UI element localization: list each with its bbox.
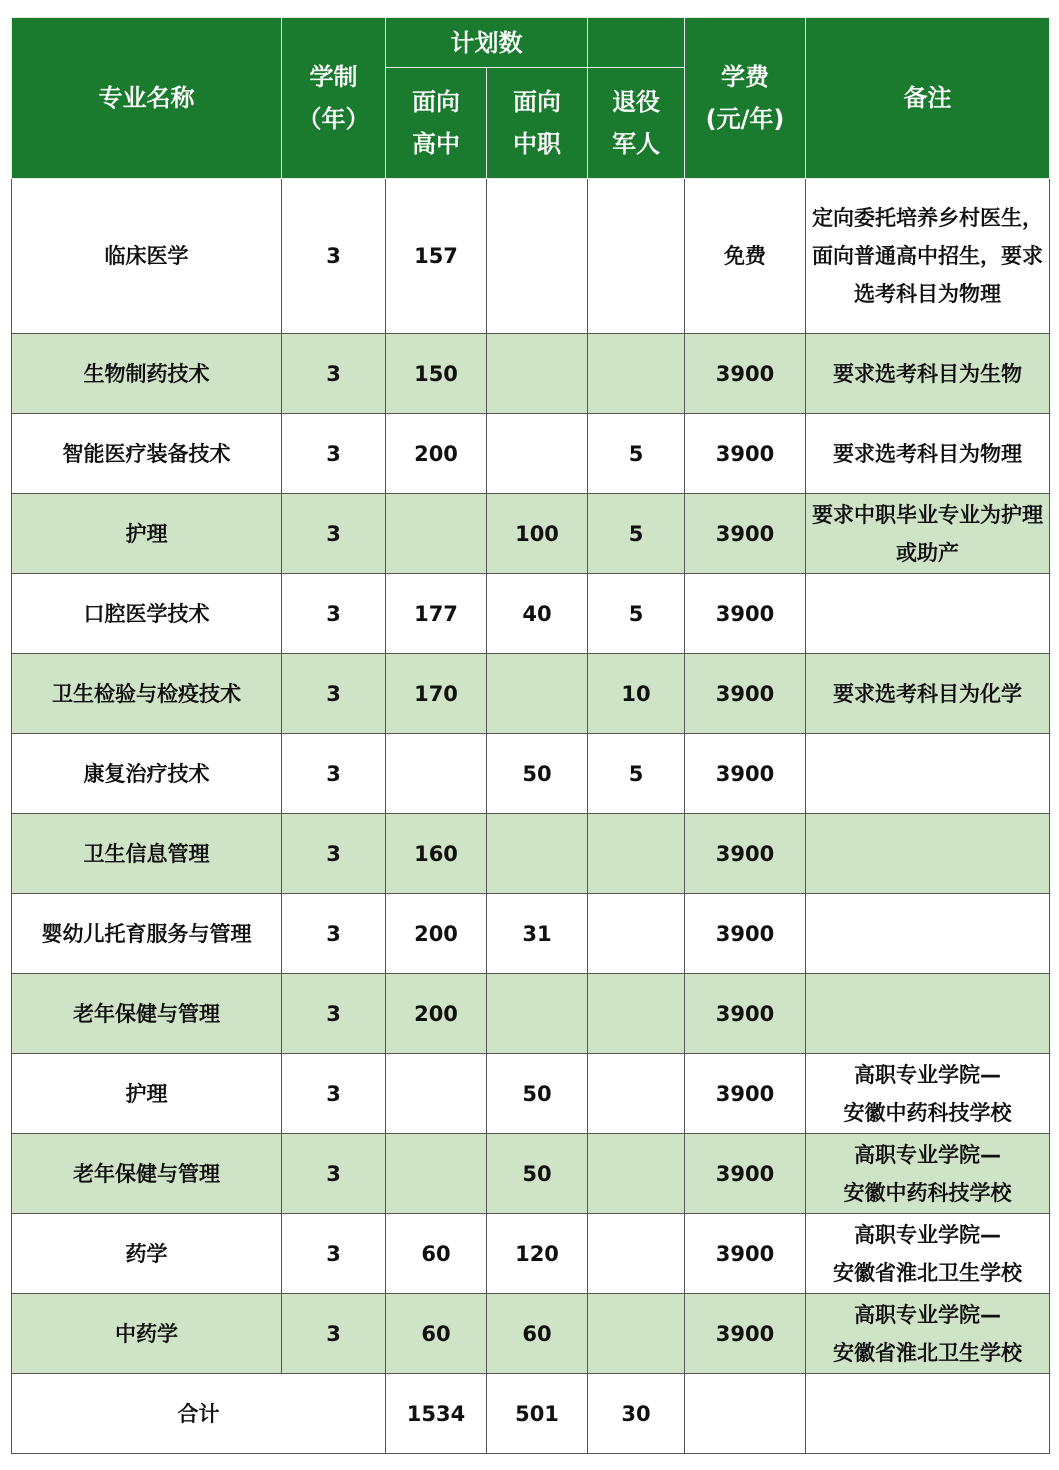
cell-vocational: 120 bbox=[487, 1214, 588, 1294]
cell-high-school bbox=[386, 1134, 487, 1214]
cell-high-school bbox=[386, 1054, 487, 1134]
header-veteran: 退役 军人 bbox=[588, 68, 685, 179]
cell-major: 临床医学 bbox=[12, 179, 282, 334]
cell-major: 婴幼儿托育服务与管理 bbox=[12, 894, 282, 974]
cell-notes: 要求选考科目为生物 bbox=[806, 334, 1050, 414]
table-row bbox=[12, 414, 1050, 494]
cell-tuition: 免费 bbox=[685, 179, 806, 334]
cell-veteran bbox=[588, 1294, 685, 1374]
cell-years: 3 bbox=[282, 1134, 386, 1214]
cell-years: 3 bbox=[282, 334, 386, 414]
cell-high-school: 177 bbox=[386, 574, 487, 654]
cell-vocational: 100 bbox=[487, 494, 588, 574]
cell-major: 老年保健与管理 bbox=[12, 1134, 282, 1214]
table-row bbox=[12, 1134, 1050, 1214]
cell-major: 药学 bbox=[12, 1214, 282, 1294]
cell-notes: 要求选考科目为物理 bbox=[806, 414, 1050, 494]
cell-tuition: 3900 bbox=[685, 574, 806, 654]
total-row bbox=[12, 1374, 1050, 1454]
cell-high-school: 60 bbox=[386, 1294, 487, 1374]
cell-notes bbox=[806, 974, 1050, 1054]
cell-notes: 要求中职毕业专业为护理或助产 bbox=[806, 494, 1050, 574]
enrollment-plan-table bbox=[11, 17, 1050, 1454]
table-row bbox=[12, 334, 1050, 414]
header-vocational: 面向 中职 bbox=[487, 68, 588, 179]
cell-veteran bbox=[588, 1214, 685, 1294]
header-major: 专业名称 bbox=[12, 18, 282, 179]
header-tuition: 学费 (元/年) bbox=[685, 18, 806, 179]
cell-vocational bbox=[487, 974, 588, 1054]
header-notes: 备注 bbox=[806, 18, 1050, 179]
table-row bbox=[12, 1214, 1050, 1294]
table-row bbox=[12, 894, 1050, 974]
cell-notes: 高职专业学院— 安徽省淮北卫生学校 bbox=[806, 1294, 1050, 1374]
table-row bbox=[12, 1294, 1050, 1374]
cell-notes: 高职专业学院— 安徽中药科技学校 bbox=[806, 1054, 1050, 1134]
header-years: 学制 （年） bbox=[282, 18, 386, 179]
total-notes bbox=[806, 1374, 1050, 1454]
cell-vocational: 40 bbox=[487, 574, 588, 654]
table-row bbox=[12, 1054, 1050, 1134]
cell-veteran bbox=[588, 894, 685, 974]
header-plan: 计划数 bbox=[386, 18, 588, 68]
cell-major: 护理 bbox=[12, 494, 282, 574]
cell-high-school bbox=[386, 734, 487, 814]
cell-years: 3 bbox=[282, 894, 386, 974]
cell-notes: 高职专业学院— 安徽中药科技学校 bbox=[806, 1134, 1050, 1214]
table-row bbox=[12, 654, 1050, 734]
table-body bbox=[12, 179, 1050, 1454]
table-row bbox=[12, 179, 1050, 334]
cell-major: 生物制药技术 bbox=[12, 334, 282, 414]
cell-years: 3 bbox=[282, 1214, 386, 1294]
total-vocational: 501 bbox=[487, 1374, 588, 1454]
cell-years: 3 bbox=[282, 494, 386, 574]
cell-high-school: 200 bbox=[386, 414, 487, 494]
cell-veteran bbox=[588, 974, 685, 1054]
cell-high-school: 200 bbox=[386, 894, 487, 974]
cell-notes: 要求选考科目为化学 bbox=[806, 654, 1050, 734]
cell-tuition: 3900 bbox=[685, 654, 806, 734]
cell-notes: 定向委托培养乡村医生，面向普通高中招生，要求选考科目为物理 bbox=[806, 179, 1050, 334]
cell-tuition: 3900 bbox=[685, 894, 806, 974]
cell-vocational: 50 bbox=[487, 734, 588, 814]
table-row bbox=[12, 814, 1050, 894]
header-row bbox=[12, 18, 1050, 68]
cell-major: 老年保健与管理 bbox=[12, 974, 282, 1054]
cell-high-school: 60 bbox=[386, 1214, 487, 1294]
cell-tuition: 3900 bbox=[685, 974, 806, 1054]
cell-tuition: 3900 bbox=[685, 1294, 806, 1374]
cell-years: 3 bbox=[282, 1054, 386, 1134]
cell-major: 卫生信息管理 bbox=[12, 814, 282, 894]
cell-years: 3 bbox=[282, 974, 386, 1054]
cell-years: 3 bbox=[282, 734, 386, 814]
total-label: 合计 bbox=[12, 1374, 386, 1454]
cell-veteran: 10 bbox=[588, 654, 685, 734]
cell-veteran: 5 bbox=[588, 574, 685, 654]
cell-years: 3 bbox=[282, 414, 386, 494]
cell-vocational bbox=[487, 414, 588, 494]
cell-years: 3 bbox=[282, 654, 386, 734]
cell-vocational: 50 bbox=[487, 1134, 588, 1214]
cell-veteran bbox=[588, 334, 685, 414]
cell-major: 康复治疗技术 bbox=[12, 734, 282, 814]
cell-high-school bbox=[386, 494, 487, 574]
cell-high-school: 150 bbox=[386, 334, 487, 414]
cell-tuition: 3900 bbox=[685, 814, 806, 894]
cell-years: 3 bbox=[282, 1294, 386, 1374]
cell-major: 中药学 bbox=[12, 1294, 282, 1374]
cell-years: 3 bbox=[282, 574, 386, 654]
cell-veteran bbox=[588, 814, 685, 894]
cell-veteran bbox=[588, 179, 685, 334]
cell-tuition: 3900 bbox=[685, 1214, 806, 1294]
cell-years: 3 bbox=[282, 814, 386, 894]
cell-tuition: 3900 bbox=[685, 734, 806, 814]
cell-vocational bbox=[487, 814, 588, 894]
cell-vocational bbox=[487, 654, 588, 734]
cell-veteran: 5 bbox=[588, 494, 685, 574]
cell-tuition: 3900 bbox=[685, 1134, 806, 1214]
cell-high-school: 160 bbox=[386, 814, 487, 894]
cell-major: 护理 bbox=[12, 1054, 282, 1134]
cell-veteran: 5 bbox=[588, 734, 685, 814]
cell-high-school: 170 bbox=[386, 654, 487, 734]
cell-notes bbox=[806, 894, 1050, 974]
cell-tuition: 3900 bbox=[685, 414, 806, 494]
cell-major: 智能医疗装备技术 bbox=[12, 414, 282, 494]
cell-veteran bbox=[588, 1134, 685, 1214]
cell-tuition: 3900 bbox=[685, 334, 806, 414]
cell-notes bbox=[806, 574, 1050, 654]
cell-years: 3 bbox=[282, 179, 386, 334]
cell-major: 卫生检验与检疫技术 bbox=[12, 654, 282, 734]
total-veteran: 30 bbox=[588, 1374, 685, 1454]
header-high-school: 面向 高中 bbox=[386, 68, 487, 179]
cell-high-school: 157 bbox=[386, 179, 487, 334]
cell-vocational: 60 bbox=[487, 1294, 588, 1374]
table-row bbox=[12, 734, 1050, 814]
cell-notes: 高职专业学院— 安徽省淮北卫生学校 bbox=[806, 1214, 1050, 1294]
table-row bbox=[12, 974, 1050, 1054]
cell-high-school: 200 bbox=[386, 974, 487, 1054]
cell-vocational: 50 bbox=[487, 1054, 588, 1134]
cell-veteran: 5 bbox=[588, 414, 685, 494]
table-row bbox=[12, 574, 1050, 654]
cell-veteran bbox=[588, 1054, 685, 1134]
cell-major: 口腔医学技术 bbox=[12, 574, 282, 654]
cell-vocational bbox=[487, 179, 588, 334]
total-tuition bbox=[685, 1374, 806, 1454]
table-row bbox=[12, 494, 1050, 574]
total-high-school: 1534 bbox=[386, 1374, 487, 1454]
cell-vocational bbox=[487, 334, 588, 414]
header-plan-extension bbox=[588, 18, 685, 68]
cell-tuition: 3900 bbox=[685, 1054, 806, 1134]
cell-vocational: 31 bbox=[487, 894, 588, 974]
cell-tuition: 3900 bbox=[685, 494, 806, 574]
cell-notes bbox=[806, 734, 1050, 814]
cell-notes bbox=[806, 814, 1050, 894]
